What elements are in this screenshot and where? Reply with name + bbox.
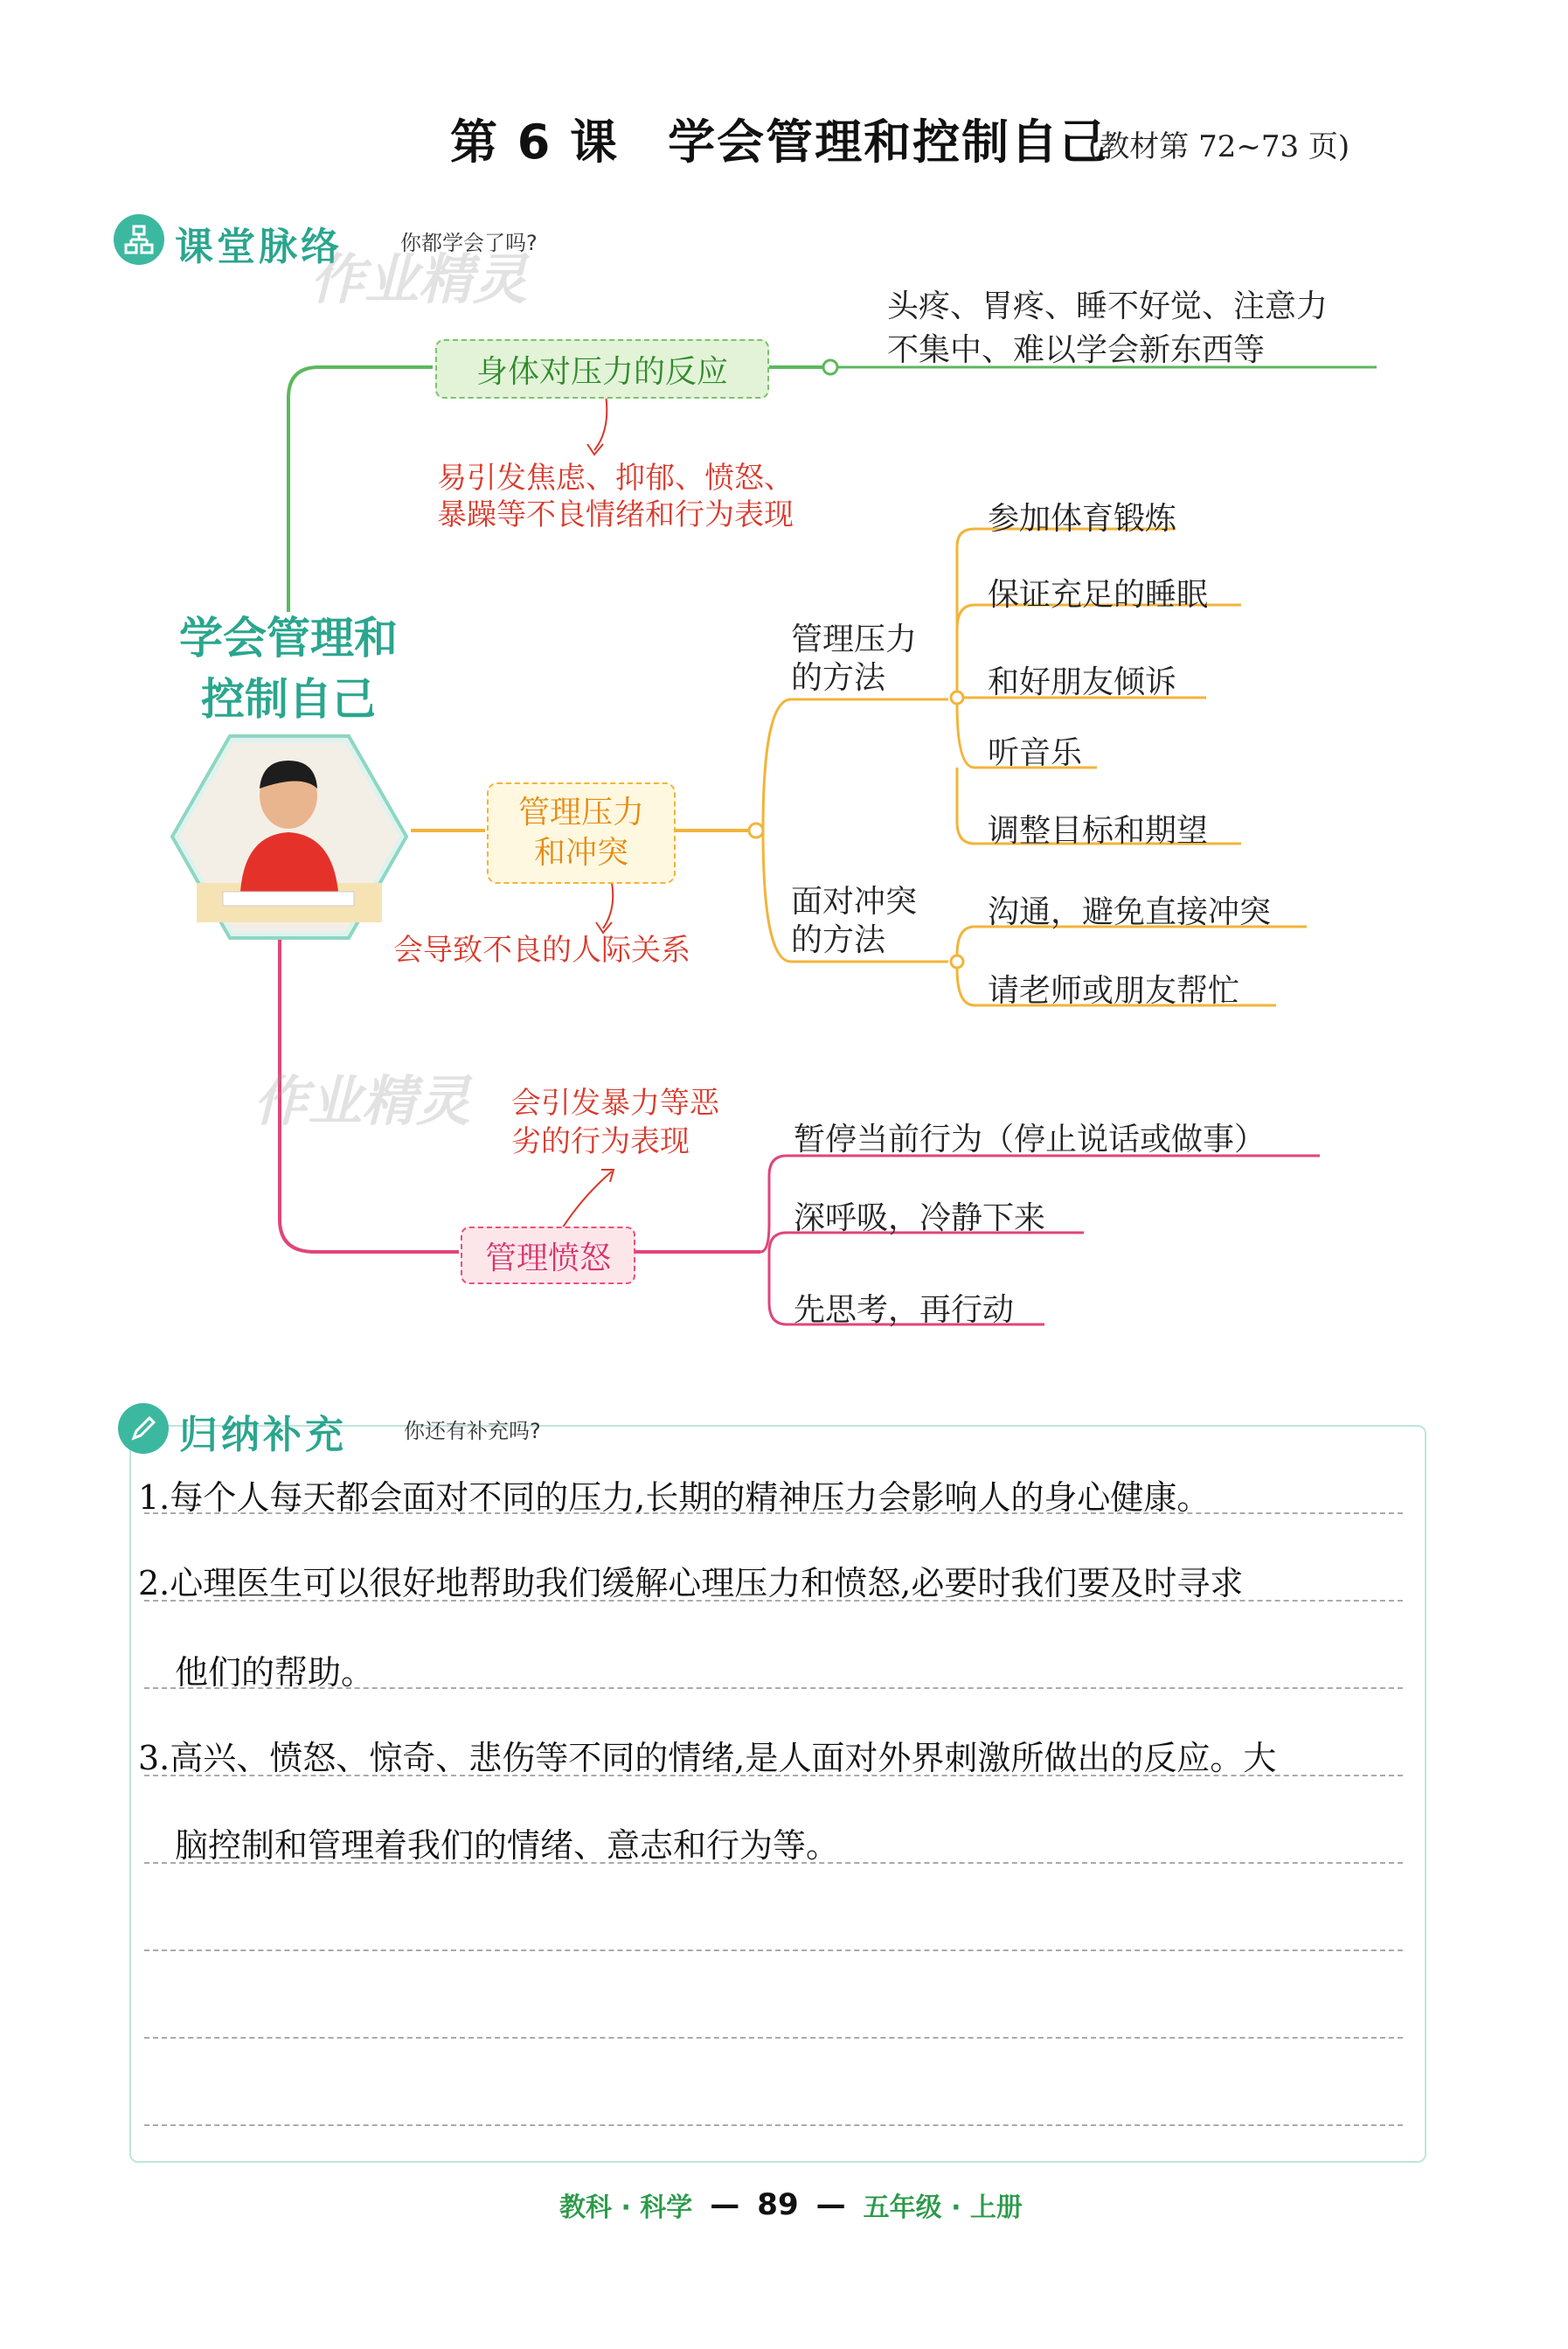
answer-line — [144, 2124, 1403, 2126]
stress-method-item: 调整目标和期望 — [988, 813, 1209, 849]
stress-method-item: 保证充足的睡眠 — [988, 577, 1209, 613]
watermark: 作业精灵 — [253, 1069, 471, 1133]
stress-note: 会导致不良的人际关系 — [393, 933, 690, 968]
branch-body-reaction: 身体对压力的反应 — [435, 339, 769, 399]
body-reaction-note-1: 易引发焦虑、抑郁、愤怒、 — [437, 461, 794, 496]
anger-method-item: 暂停当前行为（停止说话或做事） — [794, 1122, 1266, 1157]
conflict-methods-label — [791, 883, 917, 960]
stress-method-item: 参加体育锻炼 — [988, 501, 1177, 537]
answer-line — [144, 1775, 1403, 1776]
anger-method-item: 先思考，再行动 — [794, 1292, 1015, 1328]
summary-box — [129, 1425, 1426, 2163]
center-title-line-2: 控制自己 — [201, 674, 376, 725]
stress-methods-label-2: 的方法 — [791, 660, 886, 696]
anger-note-2: 劣的行为表现 — [511, 1124, 690, 1159]
summary-line: 1.每个人每天都会面对不同的压力,长期的精神压力会影响人的身心健康。 — [138, 1478, 1211, 1517]
answer-line — [144, 2037, 1403, 2039]
student-photo — [170, 734, 408, 940]
body-reaction-detail-1: 头疼、胃疼、睡不好觉、注意力 — [887, 288, 1329, 324]
anger-method-item: 深呼吸，冷静下来 — [794, 1200, 1046, 1236]
section-hint-summary: 你还有补充吗? — [404, 1419, 541, 1443]
page-number: 89 — [757, 2187, 799, 2222]
section-hint-outline: 你都学会了吗? — [400, 231, 538, 255]
footer-dash: — — [815, 2187, 846, 2222]
section-title-summary: 归纳补充 — [179, 1413, 347, 1457]
stress-methods-label — [791, 621, 917, 698]
conflict-method-item: 请老师或朋友帮忙 — [988, 973, 1240, 1009]
center-title-line-1: 学会管理和 — [179, 613, 398, 664]
stress-method-item: 和好朋友倾诉 — [988, 664, 1177, 700]
branch-anger: 管理愤怒 — [461, 1227, 635, 1284]
watermark: 作业精灵 — [310, 247, 528, 311]
summary-line: 2.心理医生可以很好地帮助我们缓解心理压力和愤怒,必要时我们要及时寻求 — [138, 1564, 1244, 1602]
conflict-methods-label-2: 的方法 — [791, 922, 886, 958]
answer-line — [144, 1862, 1403, 1864]
anger-note-1: 会引发暴力等恶 — [511, 1086, 719, 1121]
pencil-icon — [118, 1403, 169, 1454]
stress-line-2: 和冲突 — [533, 835, 628, 871]
mindmap-center-title — [157, 608, 420, 730]
lesson-pages: (教材第 72~73 页) — [1088, 129, 1350, 164]
branch-stress-conflict — [487, 782, 676, 884]
stress-method-item: 听音乐 — [988, 735, 1083, 771]
body-reaction-detail-2: 不集中、难以学会新东西等 — [887, 332, 1266, 368]
answer-line — [144, 1512, 1403, 1514]
conflict-methods-label-1: 面对冲突 — [791, 884, 918, 920]
conflict-method-item: 沟通，避免直接冲突 — [988, 894, 1272, 930]
summary-line: 他们的帮助。 — [175, 1653, 375, 1692]
footer-subject: 教科 · 科学 — [559, 2193, 693, 2223]
answer-line — [144, 1687, 1403, 1689]
stress-line-1: 管理压力 — [517, 795, 644, 830]
summary-line: 脑控制和管理着我们的情绪、意志和行为等。 — [175, 1826, 840, 1865]
footer-grade: 五年级 · 上册 — [863, 2193, 1023, 2223]
lesson-title: 第 6 课 学会管理和控制自己 — [450, 115, 1109, 170]
page-footer — [559, 2186, 1023, 2224]
stress-methods-label-1: 管理压力 — [791, 622, 918, 657]
body-reaction-note-2: 暴躁等不良情绪和行为表现 — [437, 497, 794, 532]
summary-line: 3.高兴、愤怒、惊奇、悲伤等不同的情绪,是人面对外界刺激所做出的反应。大 — [138, 1739, 1277, 1777]
answer-line — [144, 1949, 1403, 1951]
section-title-outline: 课堂脉络 — [175, 225, 343, 269]
footer-dash: — — [710, 2187, 740, 2222]
answer-line — [144, 1600, 1403, 1602]
